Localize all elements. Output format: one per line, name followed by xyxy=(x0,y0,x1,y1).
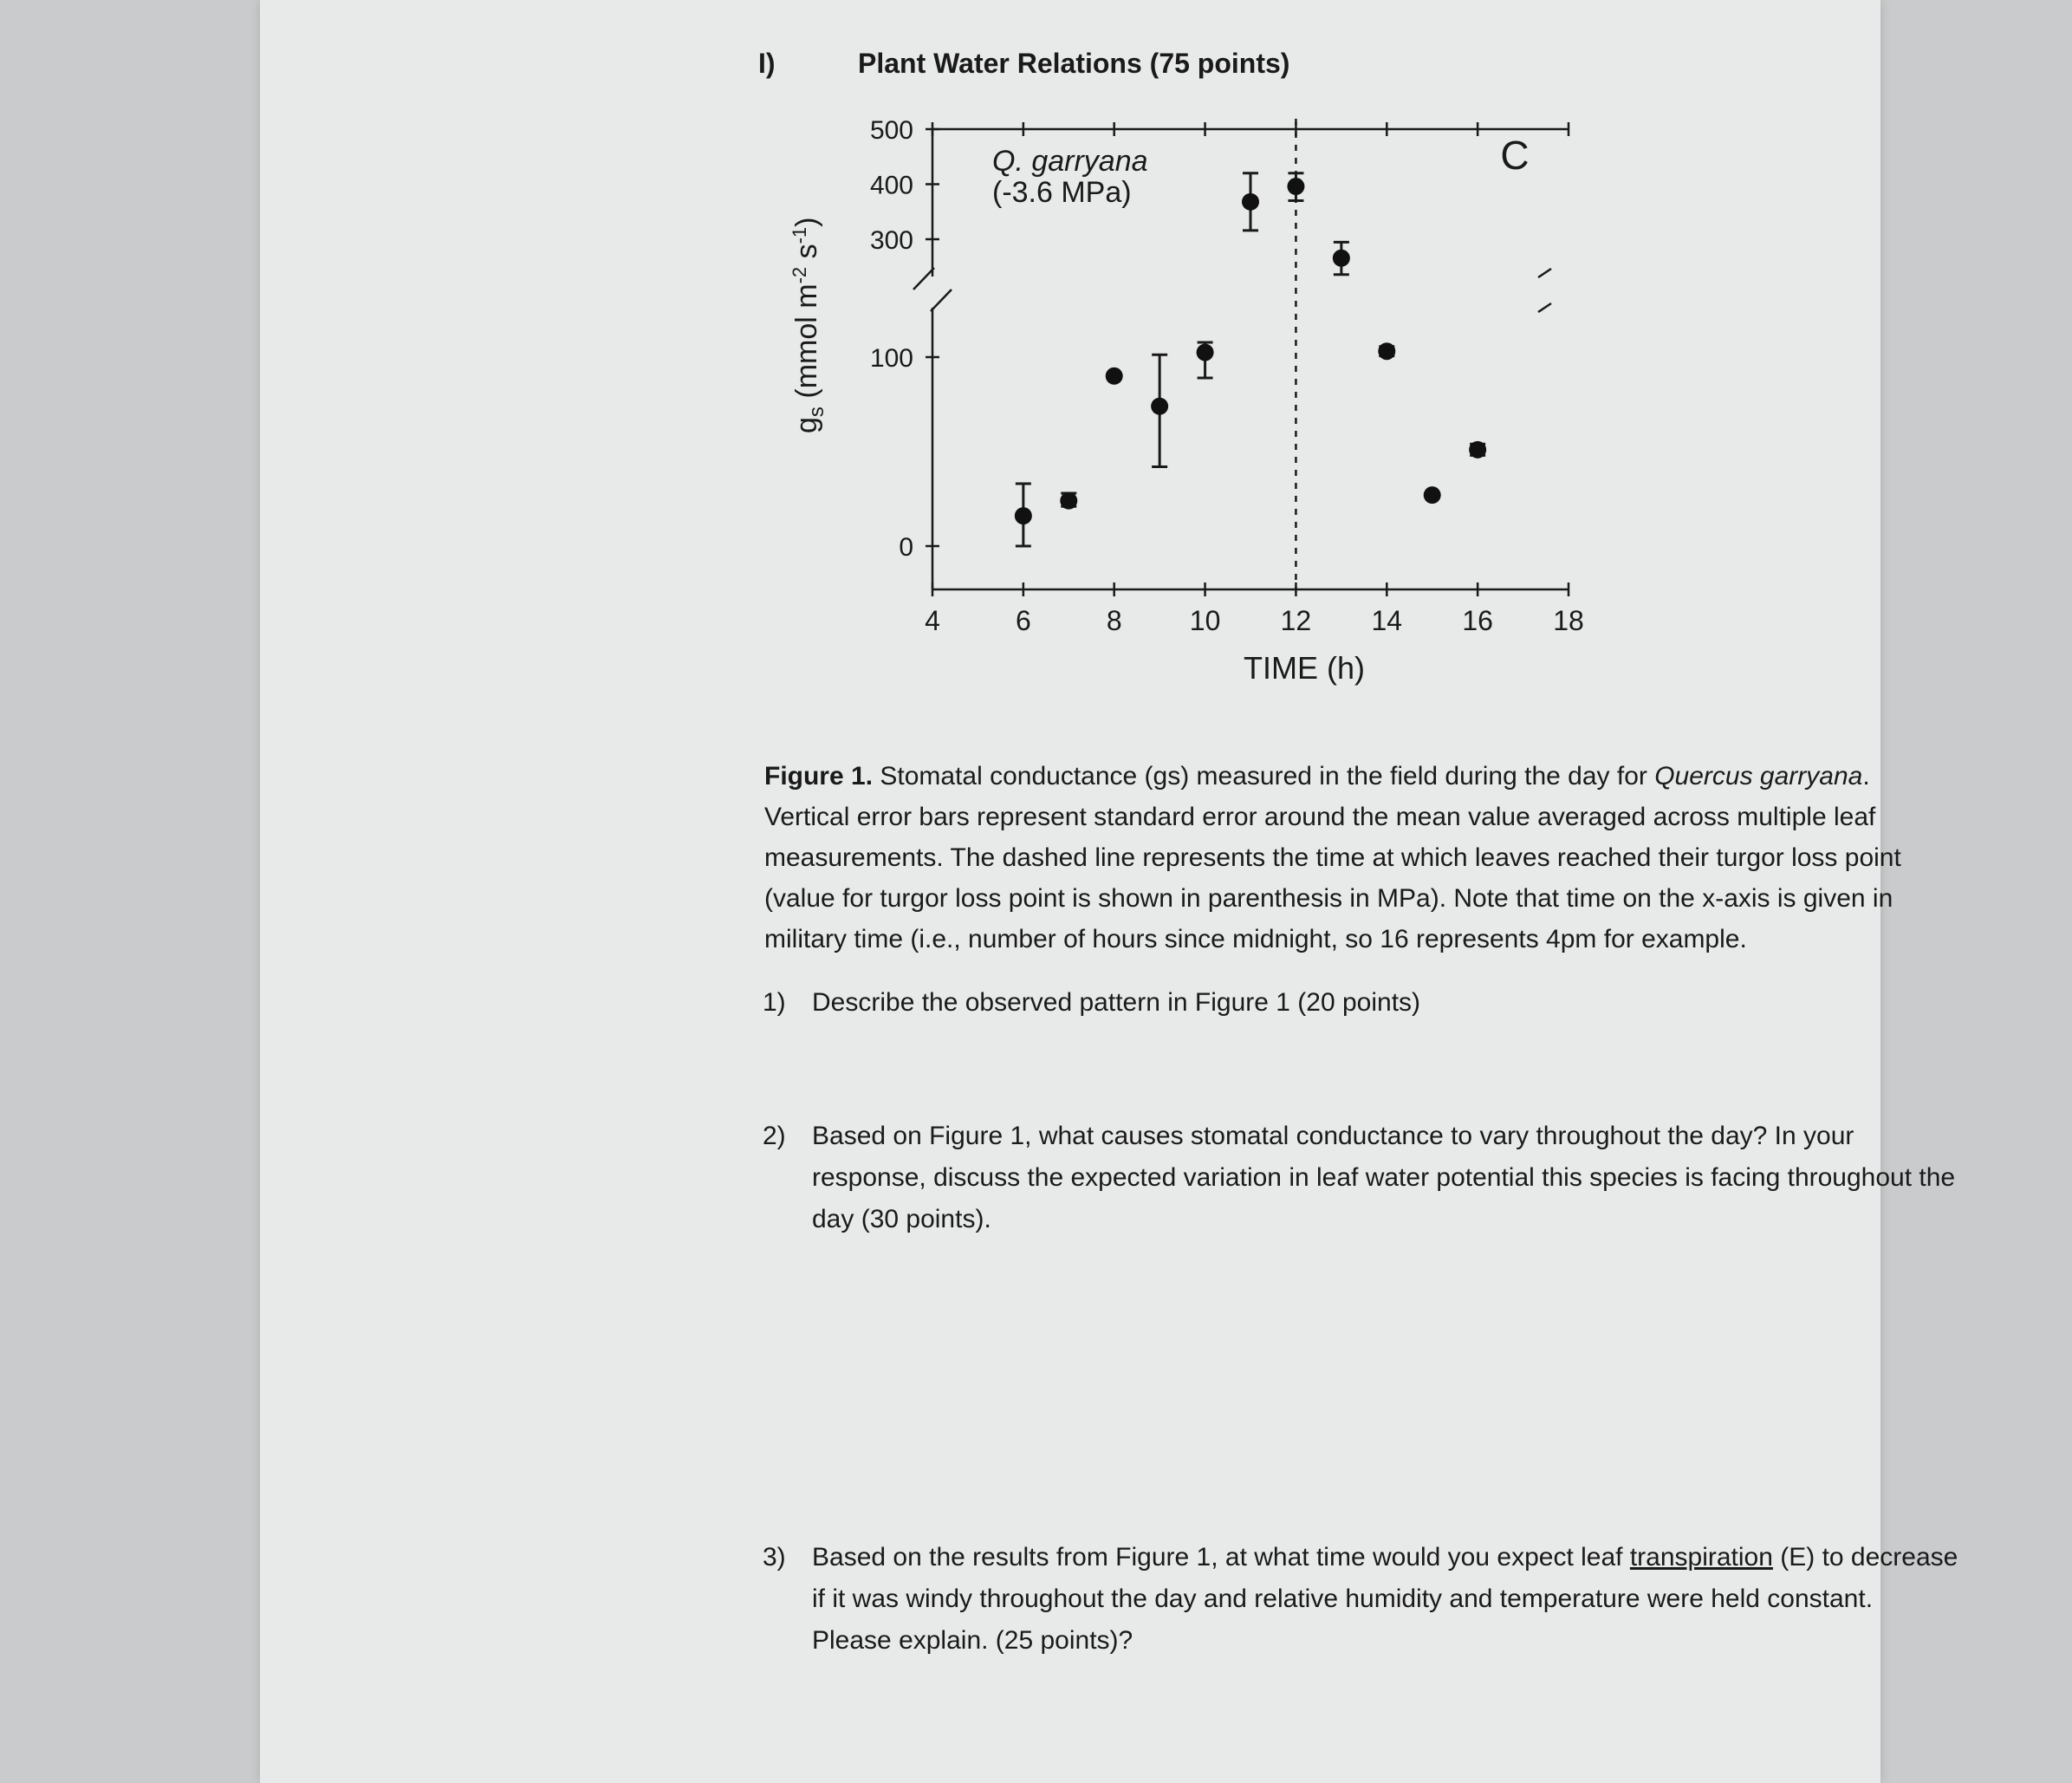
chart-ticks xyxy=(870,116,1584,636)
question-number: 2) xyxy=(763,1122,786,1150)
axis-break-mark xyxy=(913,268,934,290)
data-point xyxy=(1151,398,1168,415)
panel-label: C xyxy=(1500,133,1530,178)
y-label-sub: s xyxy=(805,407,828,418)
question-text xyxy=(812,1537,1958,1662)
right-break-mark xyxy=(1538,303,1551,312)
caption-label: Figure 1. xyxy=(764,762,874,791)
x-tick-label: 12 xyxy=(1280,605,1312,636)
data-point xyxy=(1015,507,1032,524)
question-text-a: Based on the results from Figure 1, at what time would you expect leaf xyxy=(812,1543,1630,1572)
data-point xyxy=(1242,193,1259,211)
y-tick-label: 100 xyxy=(869,344,913,373)
transpiration-term: transpiration xyxy=(1629,1543,1773,1572)
figure-caption xyxy=(764,756,1960,960)
worksheet-page xyxy=(260,0,1958,1783)
y-axis-label xyxy=(789,218,828,433)
x-tick-label: 4 xyxy=(925,605,940,636)
y-tick-label: 300 xyxy=(869,226,913,255)
chart-marks xyxy=(1015,173,1486,546)
caption-text-1: Stomatal conductance (gs) measured in the field during the day for xyxy=(873,762,1655,791)
question-text-b: (E) to decrease if it was windy throughout the day and relative humidity and temperature were held constant. Please explain. (25 points)? xyxy=(812,1543,1958,1655)
question-number: 3) xyxy=(763,1543,786,1572)
x-tick-label: 8 xyxy=(1106,605,1122,636)
question-text: Describe the observed pattern in Figure 1 (20 points) xyxy=(812,988,1421,1017)
species-annotation: Q. garryana xyxy=(992,145,1148,178)
stomatal-conductance-chart xyxy=(745,100,1612,706)
question-text: Based on Figure 1, what causes stomatal conductance to vary throughout the day? In your response, discuss the expected variation in leaf water potential this species is facing throughout the day (30 points). xyxy=(812,1122,1956,1233)
data-point xyxy=(1378,342,1395,360)
y-tick-label: 400 xyxy=(869,171,913,200)
y-label-exp2: -1 xyxy=(789,226,810,244)
x-tick-label: 18 xyxy=(1553,605,1584,636)
data-point xyxy=(1197,344,1214,361)
question-number: 1) xyxy=(763,988,786,1017)
x-tick-label: 14 xyxy=(1371,605,1403,636)
caption-species: Quercus garryana xyxy=(1654,762,1863,791)
x-tick-label: 10 xyxy=(1189,605,1221,636)
y-label-close: ) xyxy=(790,217,823,227)
question-3 xyxy=(763,1537,1958,1662)
y-label-mid: s xyxy=(790,244,823,267)
caption-text-2: . Vertical error bars represent standard error around the mean value averaged across multiple leaf measurements. The dashed line represents the time at which leaves reached their turgor loss point (value for turgor loss point is shown in parenthesis in MPa). Note that time on the x-axis is given in military time (i.e., number of hours since midnight, so 16 represents 4pm for example. xyxy=(764,762,1901,953)
data-point xyxy=(1287,178,1304,195)
data-point xyxy=(1060,492,1077,510)
data-point xyxy=(1333,250,1350,267)
x-tick-label: 16 xyxy=(1462,605,1493,636)
section-title: Plant Water Relations (75 points) xyxy=(858,48,1290,79)
section-number: I) xyxy=(758,48,776,79)
data-point xyxy=(1469,441,1486,459)
y-label-exp1: -2 xyxy=(789,266,810,284)
y-label-units: (mmol m xyxy=(790,283,823,407)
question-1 xyxy=(763,982,1976,1024)
x-axis-label: TIME (h) xyxy=(1244,650,1365,686)
axis-break-mark xyxy=(931,290,952,311)
y-label-g: g xyxy=(790,417,823,433)
x-tick-label: 6 xyxy=(1015,605,1031,636)
data-point xyxy=(1106,368,1123,385)
y-tick-label: 500 xyxy=(869,116,913,145)
tlp-annotation: (-3.6 MPa) xyxy=(992,176,1132,209)
question-2 xyxy=(763,1116,1967,1240)
right-break-mark xyxy=(1538,269,1551,277)
data-point xyxy=(1424,486,1441,504)
y-tick-label: 0 xyxy=(899,533,913,562)
